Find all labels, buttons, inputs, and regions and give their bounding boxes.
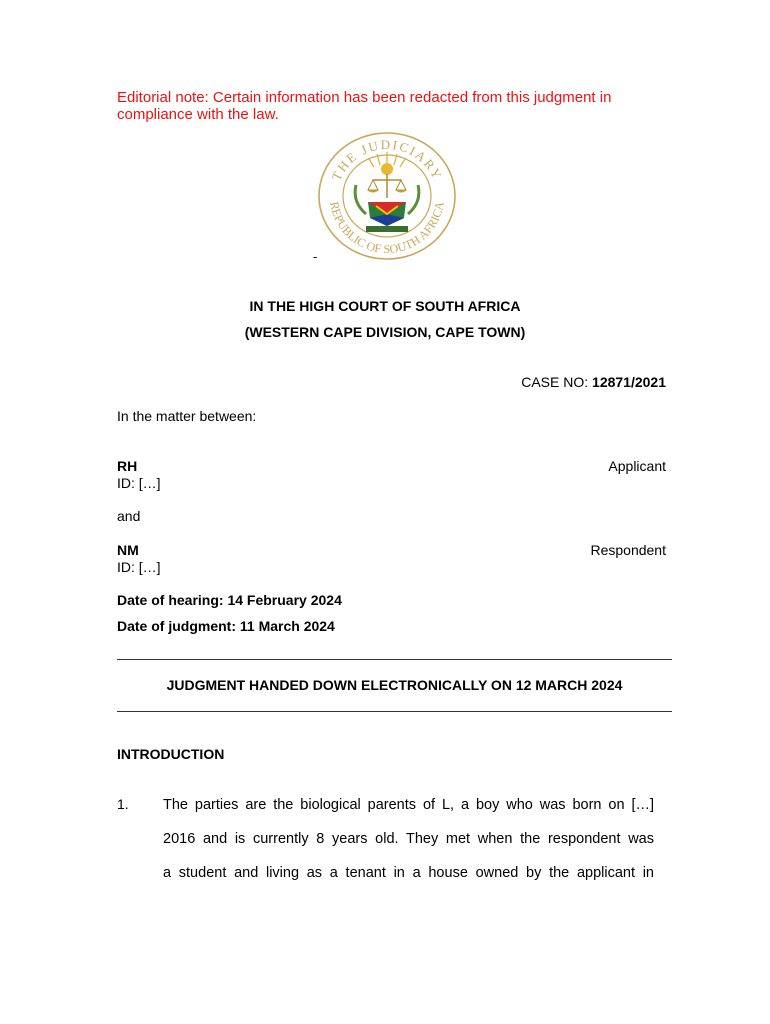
applicant-name: RH (117, 458, 138, 474)
handed-down-notice: JUDGMENT HANDED DOWN ELECTRONICALLY ON 12 MARCH 2024 (166, 677, 623, 693)
judiciary-seal (316, 130, 458, 262)
bottom-rule (117, 711, 672, 712)
respondent-role: Respondent (590, 542, 666, 558)
section-heading: INTRODUCTION (117, 746, 225, 762)
editorial-note: Editorial note: Certain information has been redacted from this judgment in compliance with the law. (117, 89, 612, 123)
top-rule (117, 659, 672, 660)
case-number (521, 374, 666, 390)
respondent-name: NM (117, 542, 139, 558)
court-division: (WESTERN CAPE DIVISION, CAPE TOWN) (244, 324, 526, 340)
court-title: IN THE HIGH COURT OF SOUTH AFRICA (249, 298, 521, 314)
seal-arc-top: THE JUDICIARY (328, 136, 446, 183)
paragraph-body (163, 795, 654, 897)
judgment-date: Date of judgment: 11 March 2024 (117, 618, 335, 634)
respondent-id: ID: […] (117, 559, 161, 575)
paragraph-line: 2016 and is currently 8 years old. They met when the respondent was (163, 831, 654, 847)
case-number-label: CASE NO: (521, 374, 593, 390)
paragraph-line: The parties are the biological parents of L, a boy who was born on […] (163, 797, 654, 813)
hearing-date: Date of hearing: 14 February 2024 (117, 592, 342, 608)
dash-mark: - (313, 249, 318, 264)
paragraph-number: 1. (117, 796, 129, 812)
paragraph-line: a student and living as a tenant in a house owned by the applicant in (163, 865, 654, 881)
matter-between: In the matter between: (117, 408, 257, 424)
case-number-value: 12871/2021 (592, 374, 666, 390)
applicant-role: Applicant (608, 458, 666, 474)
party-connector: and (117, 508, 141, 524)
seal-arc-bottom: REPUBLIC OF SOUTH AFRICA (327, 200, 447, 257)
applicant-id: ID: […] (117, 475, 161, 491)
